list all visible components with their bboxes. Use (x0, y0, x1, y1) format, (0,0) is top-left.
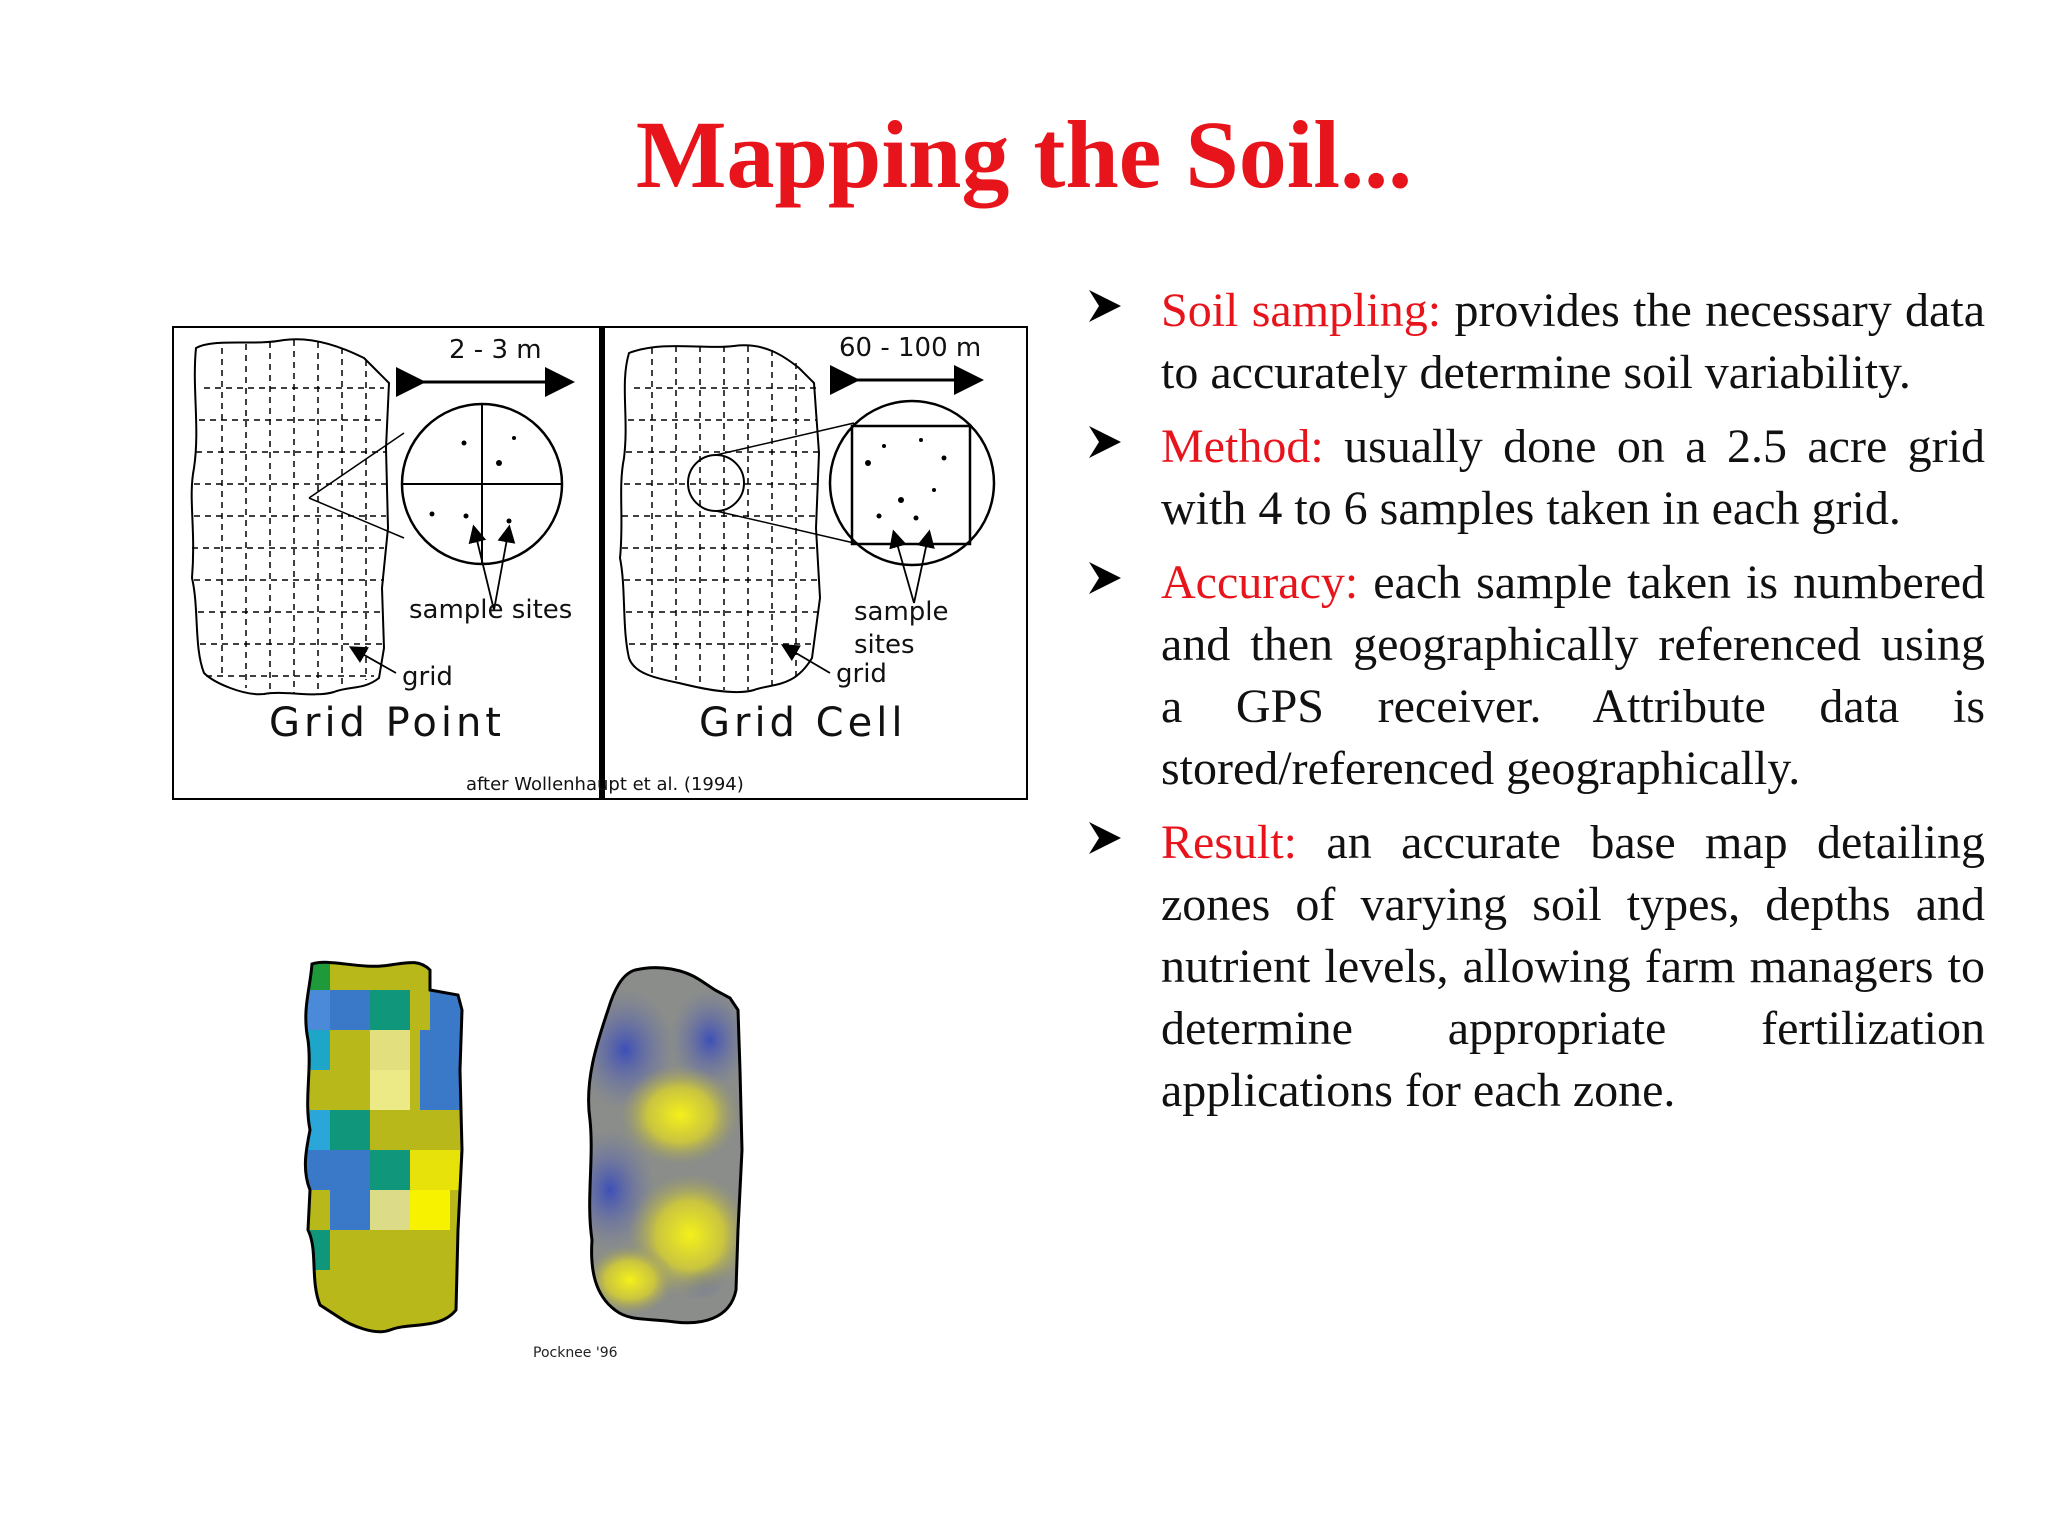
interpolated-soil-map (565, 950, 752, 1350)
bullet-result (1085, 812, 1985, 1122)
bullet-text: usually done on a 2.5 acre grid with 4 to 6 samples taken in each grid. (1161, 420, 1985, 535)
bullet-accuracy (1085, 552, 1985, 800)
grid-point-sample-sites-label: sample sites (409, 595, 573, 625)
maps-credit: Pocknee '96 (533, 1345, 618, 1361)
grid-cell-distance-label: 60 - 100 m (839, 333, 982, 363)
arrow-bullet-icon (1085, 818, 1125, 858)
grid-point-distance-label: 2 - 3 m (449, 335, 542, 365)
grid-sampling-diagram (172, 326, 1028, 800)
grid-cell-sites-label: sites (854, 630, 915, 660)
grid-cell-sample-label: sample (854, 597, 949, 627)
grid-cell-caption: Grid Cell (699, 700, 907, 746)
bullet-label: Method: (1161, 420, 1324, 473)
bullet-label: Accuracy: (1161, 556, 1359, 609)
diagram-credit: after Wollenhaupt et al. (1994) (466, 774, 744, 795)
grid-point-grid-label: grid (402, 662, 453, 692)
arrow-bullet-icon (1085, 286, 1125, 326)
soil-maps (290, 950, 860, 1370)
grid-point-caption: Grid Point (269, 700, 505, 746)
bullet-text: each sample taken is numbered and then geographically referenced using a GPS receiver. Attribute data is stored/referenced geographically. (1161, 556, 1985, 795)
page-title: Mapping the Soil... (635, 101, 1413, 208)
bullet-label: Result: (1161, 816, 1298, 869)
grid-cell-grid-label: grid (836, 659, 887, 689)
bullet-list (1085, 280, 1985, 1134)
bullet-label: Soil sampling: (1161, 284, 1442, 337)
bullet-soil-sampling (1085, 280, 1985, 404)
arrow-bullet-icon (1085, 558, 1125, 598)
arrow-bullet-icon (1085, 422, 1125, 462)
bullet-text: provides the necessary data to accurately determine soil variability. (1161, 284, 1986, 399)
grid-cell-field (620, 345, 994, 692)
bullet-text: an accurate base map detailing zones of varying soil types, depths and nutrient levels, allowing farm managers to determine appropriate fertilization applications for each zone. (1161, 816, 1985, 1117)
bullet-method (1085, 416, 1985, 540)
grid-point-field (192, 339, 569, 694)
